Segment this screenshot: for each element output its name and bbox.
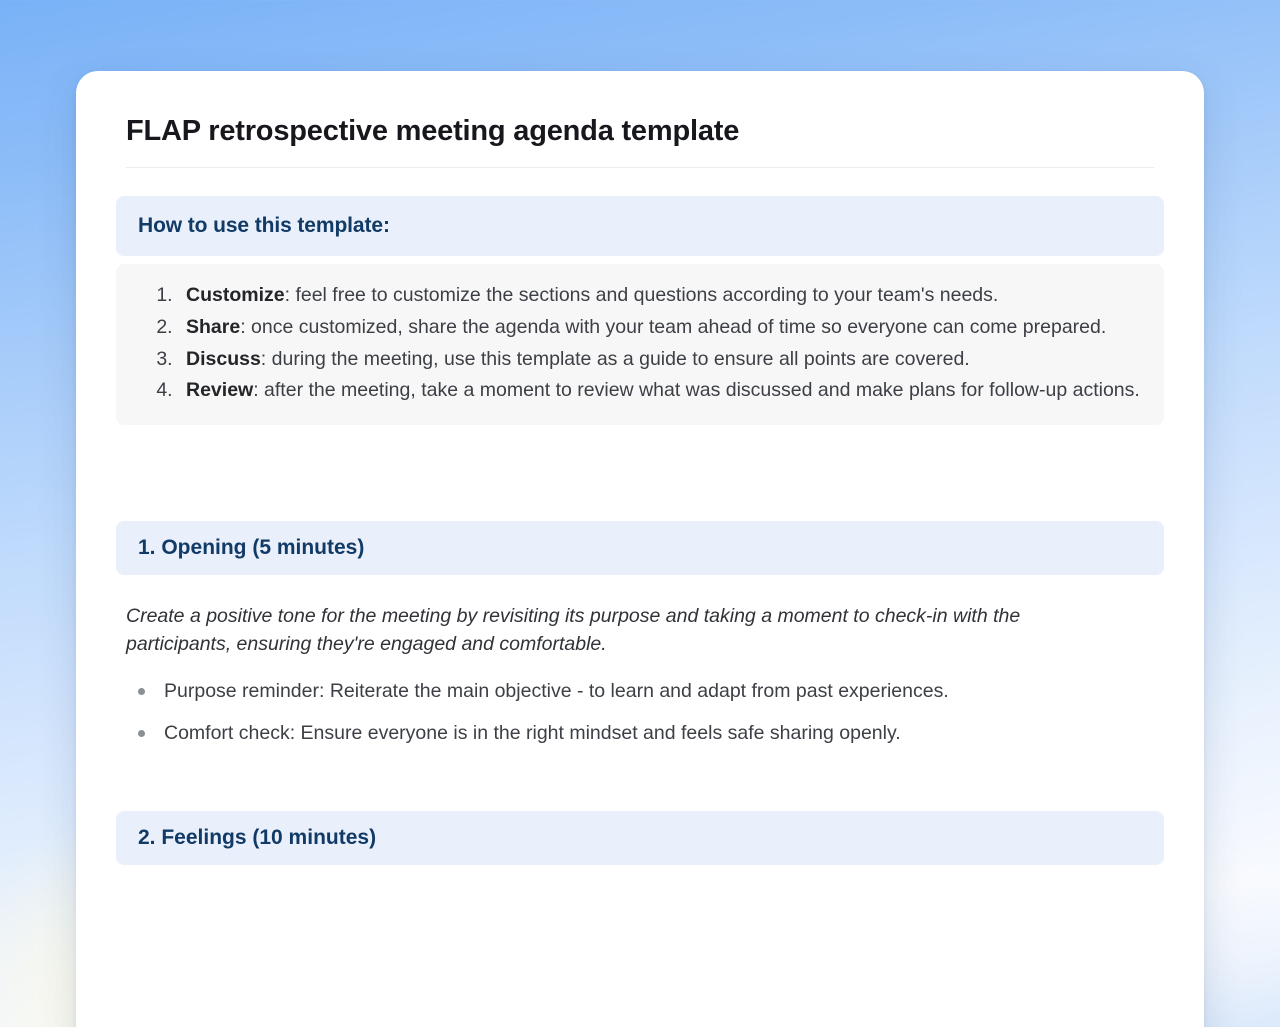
section-spacer-small	[116, 761, 1164, 811]
list-item-label: Share	[186, 315, 241, 338]
howto-block	[116, 264, 1164, 425]
section-spacer	[116, 425, 1164, 521]
list-item-text: : after the meeting, take a moment to review what was discussed and make plans for follow-up actions.	[253, 379, 1140, 402]
howto-list	[138, 282, 1142, 405]
list-item-text: : during the meeting, use this template as a guide to ensure all points are covered.	[260, 347, 970, 370]
howto-heading-band	[116, 196, 1164, 256]
document-card	[76, 71, 1204, 1027]
list-item-label: Discuss	[186, 347, 261, 370]
list-item	[178, 346, 1142, 374]
list-item-text: : feel free to customize the sections and questions according to your team's needs.	[284, 284, 999, 307]
page-title: FLAP retrospective meeting agenda template	[126, 115, 740, 147]
section-2-heading-band	[116, 811, 1164, 865]
list-item: Purpose reminder: Reiterate the main objective - to learn and adapt from past experiences.	[160, 677, 1164, 705]
section-2-heading: 2. Feelings (10 minutes)	[138, 826, 377, 850]
list-item: Comfort check: Ensure everyone is in the right mindset and feels safe sharing openly.	[160, 719, 1164, 747]
section-1-lead: Create a positive tone for the meeting by revisiting its purpose and taking a moment to check-in with the participants, ensuring they're engaged and comfortable.	[126, 605, 1021, 656]
list-item-label: Customize	[186, 284, 285, 307]
list-item	[178, 377, 1142, 405]
list-item	[178, 282, 1142, 310]
howto-heading: How to use this template:	[138, 214, 390, 238]
section-1-bullets	[116, 677, 1164, 748]
title-divider	[126, 167, 1154, 168]
document-body	[116, 71, 1164, 865]
section-1-heading: 1. Opening (5 minutes)	[138, 536, 365, 559]
section-1-heading-band	[116, 521, 1164, 575]
list-item	[178, 314, 1142, 342]
list-item-label: Review	[186, 379, 254, 402]
list-item-text: : once customized, share the agenda with your team ahead of time so everyone can come prepared.	[240, 315, 1107, 338]
